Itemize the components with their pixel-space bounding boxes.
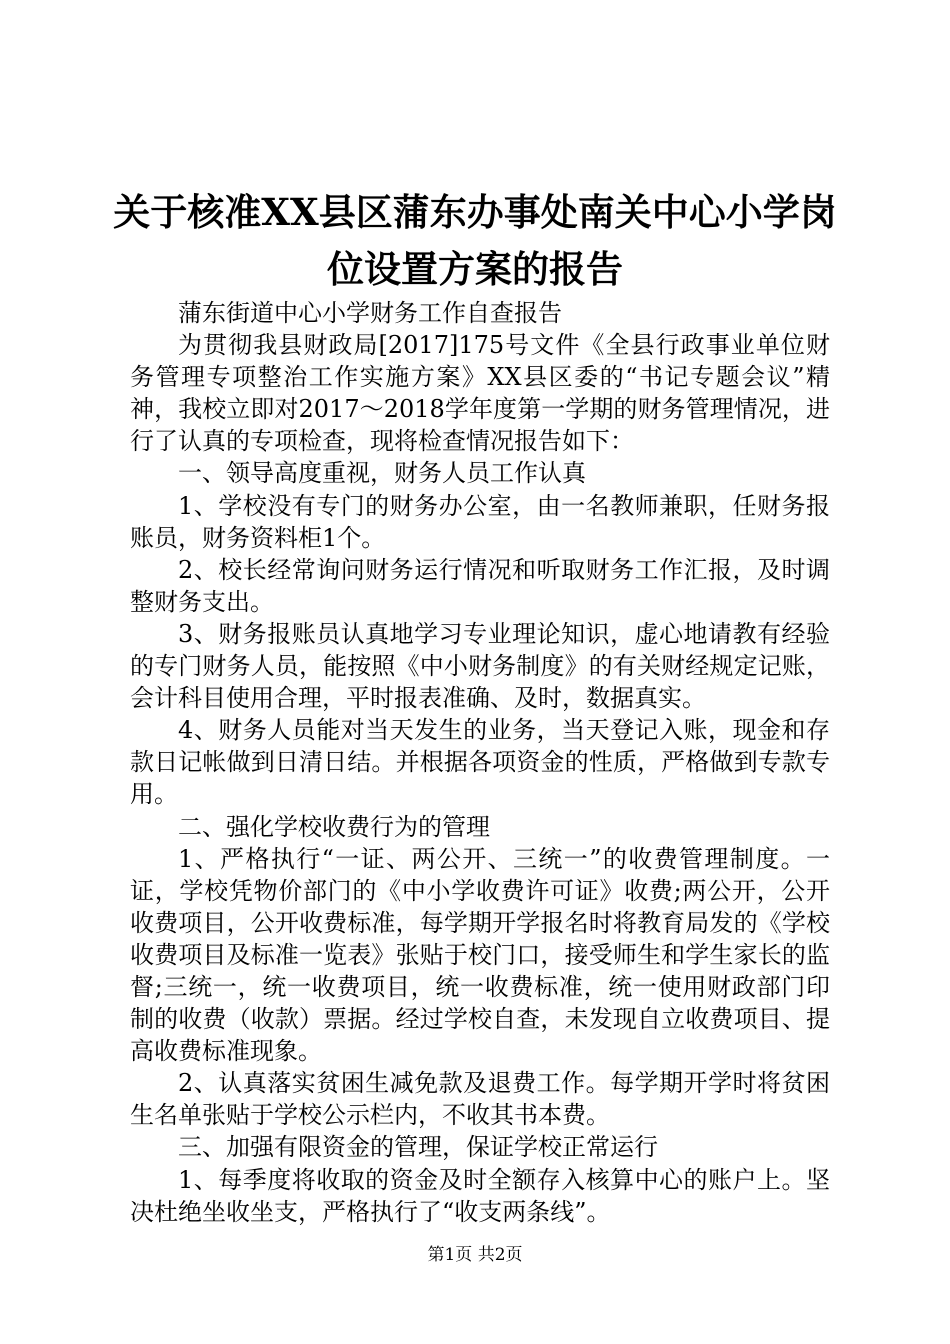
document-body (130, 297, 830, 1228)
body-paragraph: 2、校长经常询问财务运行情况和听取财务工作汇报，及时调整财务支出。 (130, 555, 830, 616)
document-title-line-2: 位设置方案的报告 (327, 247, 623, 291)
body-paragraph: 1、学校没有专门的财务办公室，由一名教师兼职，任财务报账员，财务资料柜1个。 (130, 491, 830, 552)
page-number-footer: 第1页 共2页 (427, 1245, 523, 1265)
subtitle-paragraph: 蒲东街道中心小学财务工作自查报告 (178, 299, 562, 327)
document-title-line-1: 关于核准XX县区蒲东办事处南关中心小学岗 (113, 190, 837, 234)
section-heading-2: 二、强化学校收费行为的管理 (178, 812, 490, 841)
intro-paragraph: 为贯彻我县财政局[2017]175号文件《全县行政事业单位财务管理专项整治工作实施方案》XX县区委的“书记专题会议”精神，我校立即对2017～2018学年度第一学期的财务管理情况，进行了认真的专项检查，现将检查情况报告如下： (130, 331, 830, 456)
body-paragraph: 4、财务人员能对当天发生的业务，当天登记入账，现金和存款日记帐做到日清日结。并根据各项资金的性质，严格做到专款专用。 (130, 716, 830, 809)
section-heading-1: 一、领导高度重视，财务人员工作认真 (178, 459, 586, 488)
section-heading-3: 三、加强有限资金的管理，保证学校正常运行 (178, 1133, 658, 1162)
body-paragraph: 1、每季度将收取的资金及时全额存入核算中心的账户上。坚决杜绝坐收坐支，严格执行了“收支两条线”。 (130, 1165, 830, 1226)
body-paragraph: 1、严格执行“一证、两公开、三统一”的收费管理制度。一证，学校凭物价部门的《中小学收费许可证》收费;两公开，公开收费项目，公开收费标准，每学期开学报名时将教育局发的《学校收费项目及标准一览表》张贴于校门口，接受师生和学生家长的监督;三统一，统一收费项目，统一收费标准，统一使用财政部门印制的收费（收款）票据。经过学校自查，未发现自立收费项目、提高收费标准现象。 (130, 844, 830, 1066)
body-paragraph: 3、财务报账员认真地学习专业理论知识，虚心地请教有经验的专门财务人员，能按照《中小财务制度》的有关财经规定记账，会计科目使用合理，平时报表准确、及时，数据真实。 (130, 619, 830, 713)
body-paragraph: 2、认真落实贫困生减免款及退费工作。每学期开学时将贫困生名单张贴于学校公示栏内，不收其书本费。 (130, 1069, 830, 1130)
